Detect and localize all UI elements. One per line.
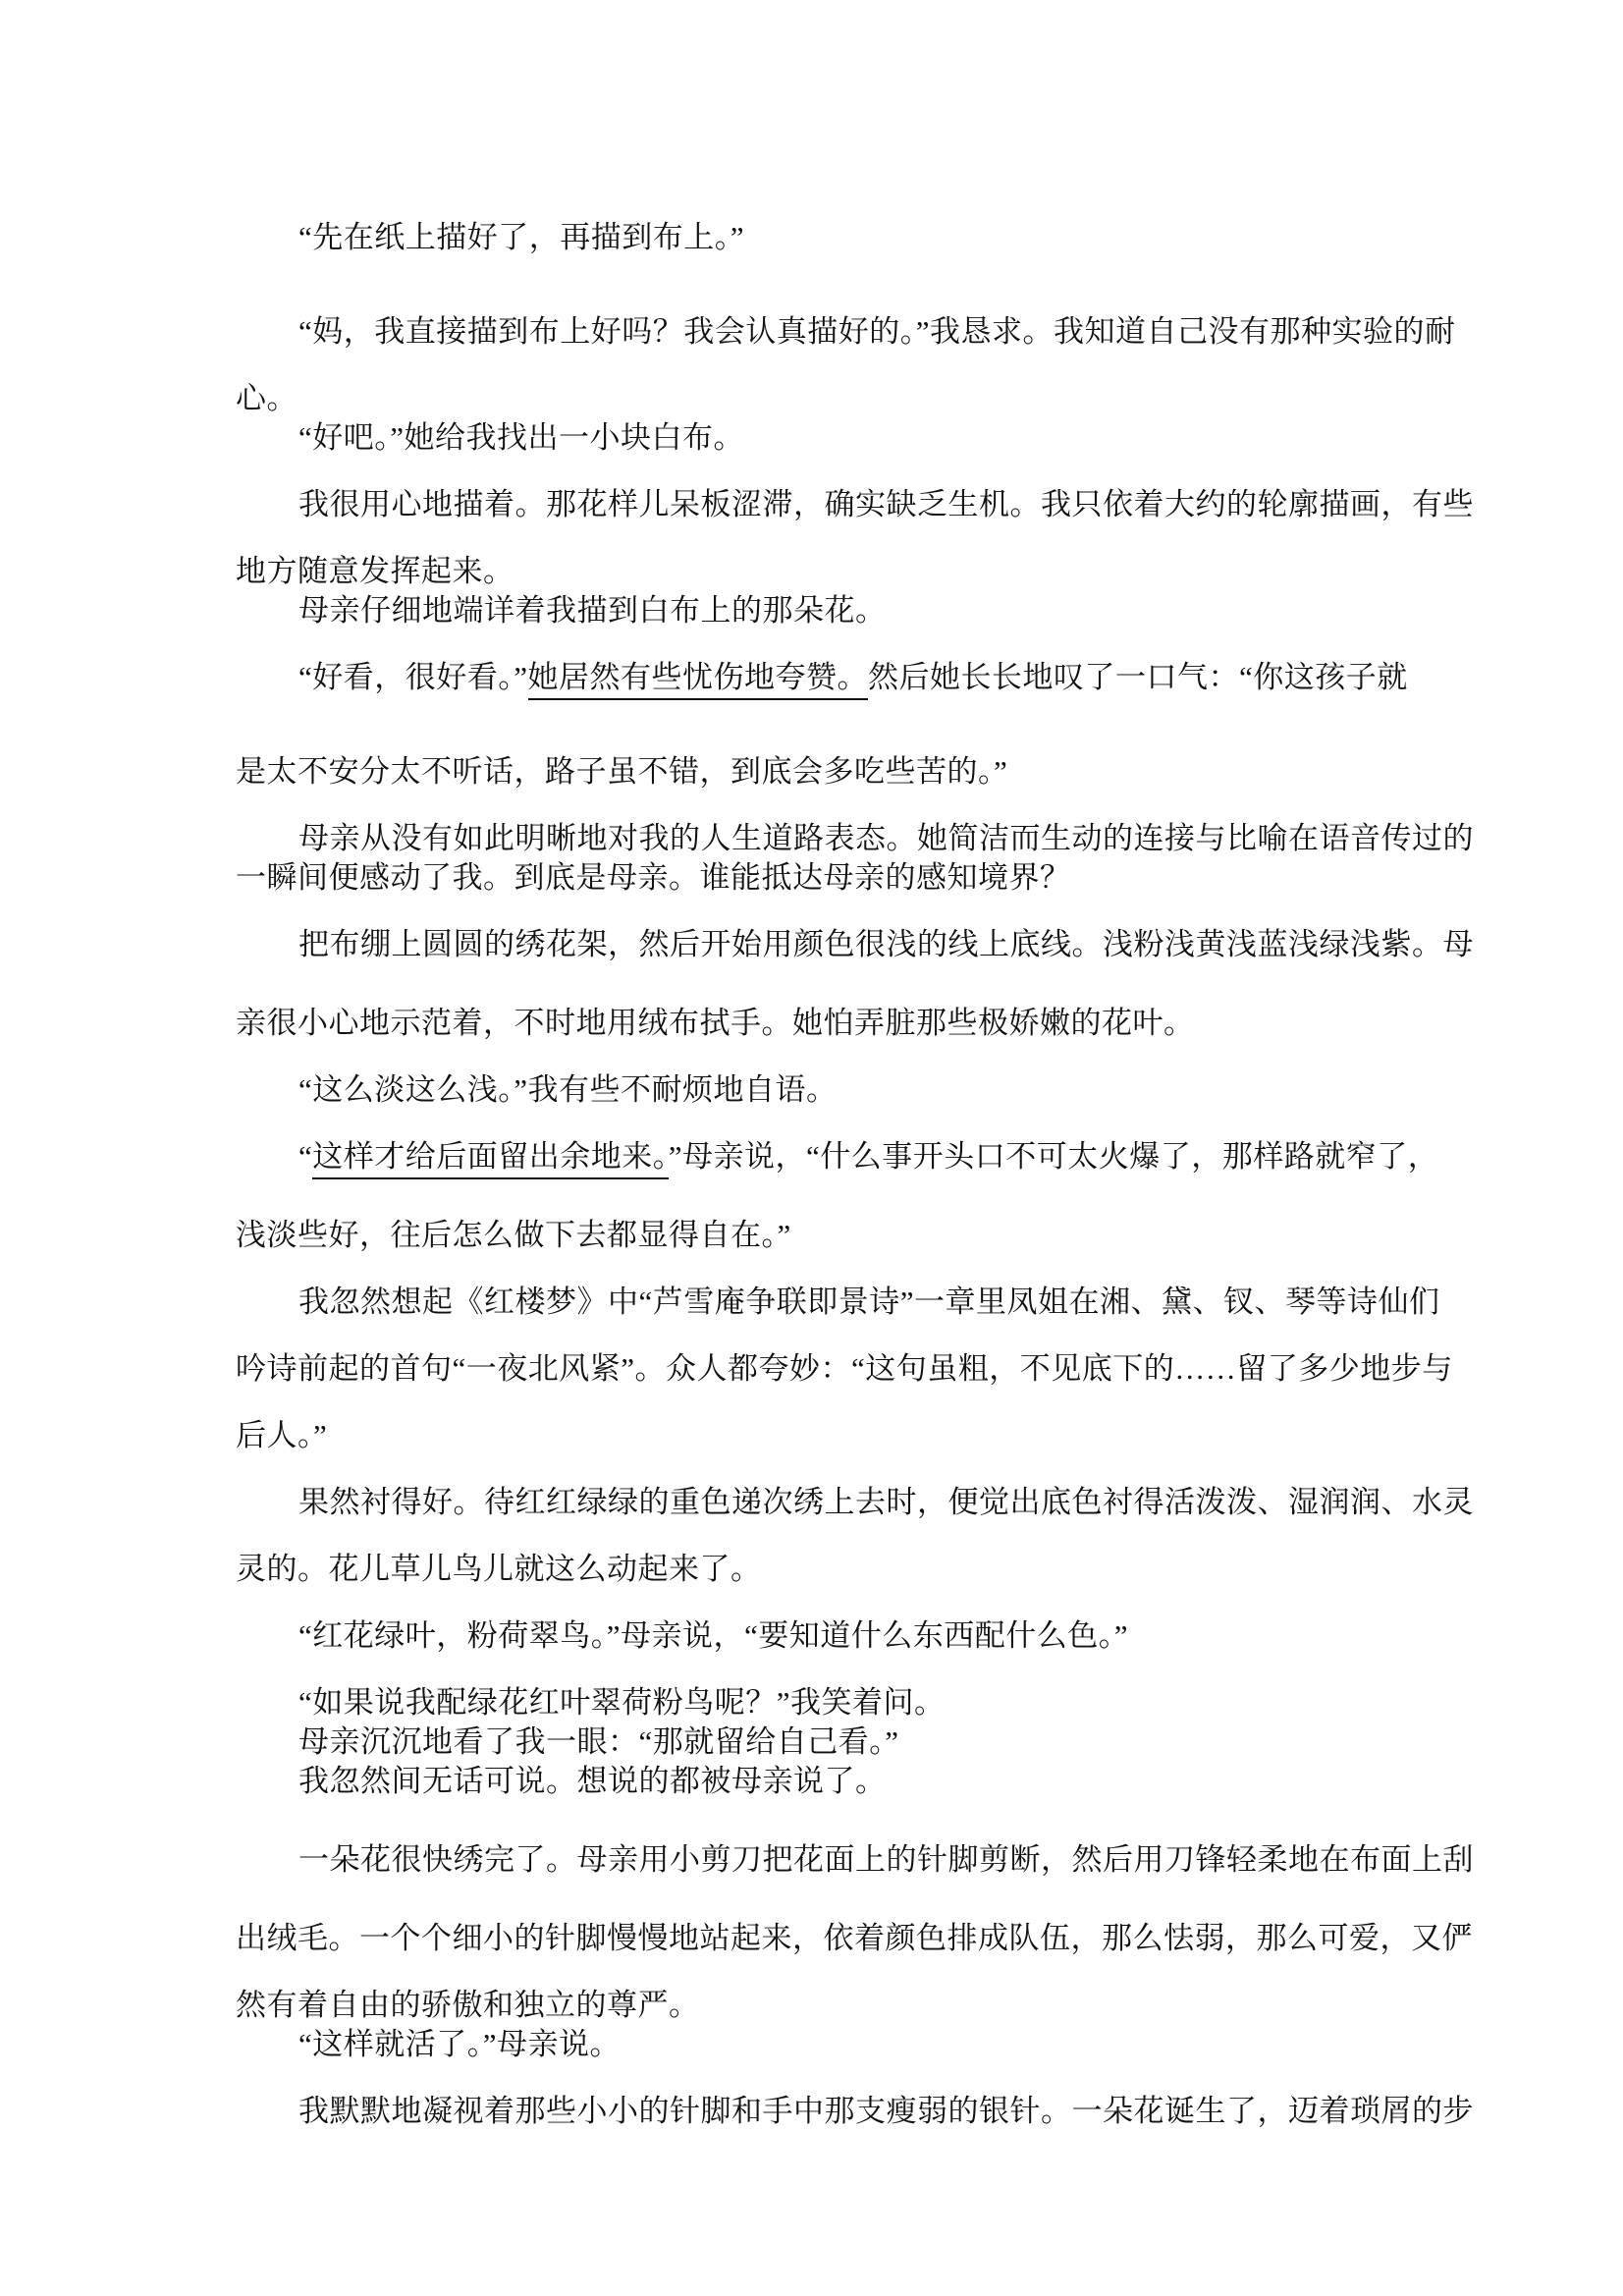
- text-line: 母亲仔细地端详着我描到白布上的那朵花。: [298, 593, 887, 628]
- text-line: “好吧。”她给我找出一小块白布。: [298, 420, 745, 455]
- text-line: “红花绿叶，粉荷翠鸟。”母亲说，“要知道什么东西配什么色。”: [298, 1618, 1129, 1653]
- text-passage: [236, 218, 1474, 2131]
- text-line: 是太不安分太不听话，路子虽不错，到底会多吃些苦的。”: [236, 754, 1008, 789]
- text-line: 母亲从没有如此明晰地对我的人生道路表态。她简洁而生动的连接与比喻在语音传过的: [298, 821, 1474, 855]
- text-line: 我很用心地描着。那花样儿呆板涩滞，确实缺乏生机。我只依着大约的轮廓描画，有些: [298, 487, 1474, 521]
- text-line: 果然衬得好。待红红绿绿的重色递次绣上去时，便觉出底色衬得活泼泼、湿润润、水灵: [298, 1485, 1474, 1519]
- text-line: [236, 1137, 1439, 1176]
- text-line: 亲很小心地示范着，不时地用绒布拭手。她怕弄脏那些极娇嫩的花叶。: [236, 1006, 1195, 1040]
- text-line: 心。: [236, 381, 298, 415]
- text-line: 然有着自由的骄傲和独立的尊严。: [236, 1988, 700, 2022]
- text-line: 我默默地凝视着那些小小的针脚和手中那支瘦弱的银针。一朵花诞生了，迈着琐屑的步: [298, 2094, 1474, 2128]
- text-line: “这样就活了。”母亲说。: [298, 2027, 622, 2061]
- text-line: “妈，我直接描到布上好吗？我会认真描好的。”我恳求。我知道自己没有那种实验的耐: [298, 314, 1456, 349]
- text-line: 把布绷上圆圆的绣花架，然后开始用颜色很浅的线上底线。浅粉浅黄浅蓝浅绿浅紫。母: [298, 927, 1474, 961]
- text-line: “如果说我配绿花红叶翠荷粉鸟呢？”我笑着问。: [298, 1685, 946, 1720]
- text-line: 地方随意发挥起来。: [236, 554, 514, 588]
- text-segment: “好看，很好看。”: [298, 660, 528, 694]
- text-segment: ”母亲说，“什么事开头口不可太火爆了，那样路就窄了，: [668, 1139, 1439, 1174]
- text-line: 一瞬间便感动了我。到底是母亲。谁能抵达母亲的感知境界？: [236, 860, 1071, 895]
- text-line: 灵的。花儿草儿鸟儿就这么动起来了。: [236, 1552, 762, 1586]
- text-line: 吟诗前起的首句“一夜北风紧”。众人都夸妙：“这句虽粗，不见底下的……留了多少地步与: [236, 1351, 1453, 1386]
- text-line: 一朵花很快绣完了。母亲用小剪刀把花面上的针脚剪断，然后用刀锋轻柔地在布面上刮: [298, 1842, 1474, 1877]
- text-segment: “: [298, 1139, 313, 1174]
- text-line: 母亲沉沉地看了我一眼：“那就留给自己看。”: [298, 1724, 899, 1759]
- text-segment: 然后她长长地叹了一口气：“你这孩子就: [868, 660, 1408, 694]
- text-line: 我忽然想起《红楼梦》中“芦雪庵争联即景诗”一章里凤姐在湘、黛、钗、琴等诗仙们: [298, 1285, 1440, 1319]
- text-line: “这么淡这么浅。”我有些不耐烦地自语。: [298, 1072, 838, 1107]
- underlined-phrase: 这样才给后面留出余地来。: [312, 1139, 669, 1179]
- text-line: 出绒毛。一个个细小的针脚慢慢地站起来，依着颜色排成队伍，那么怯弱，那么可爱，又俨: [236, 1921, 1473, 1955]
- text-line: 浅淡些好，往后怎么做下去都显得自在。”: [236, 1218, 791, 1252]
- text-line: [236, 658, 1408, 697]
- text-line: 后人。”: [236, 1418, 328, 1452]
- text-line: “先在纸上描好了，再描到布上。”: [298, 220, 745, 254]
- underlined-phrase: 她居然有些忧伤地夸赞。: [528, 660, 869, 700]
- text-line: 我忽然间无话可说。想说的都被母亲说了。: [298, 1764, 887, 1798]
